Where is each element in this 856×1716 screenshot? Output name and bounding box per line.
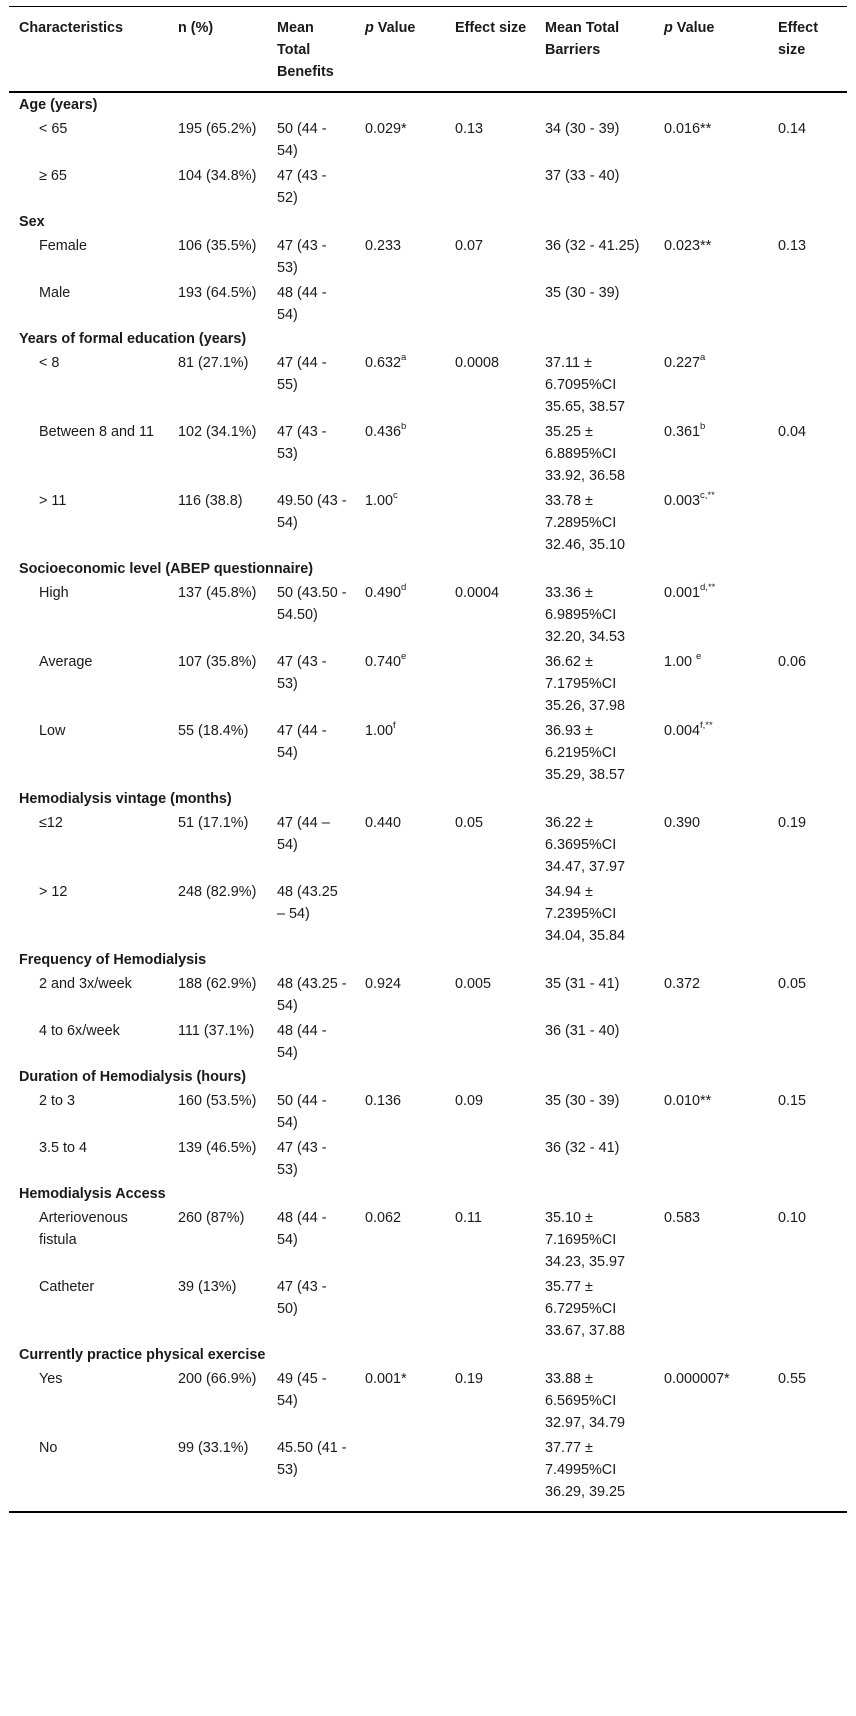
mean-total-benefits-cell: 47 (43 - 52)	[277, 168, 327, 206]
mean-total-barriers-cell: 33.78 ± 7.2895%CI 32.46, 35.10	[545, 493, 626, 553]
header-p-value-2	[654, 7, 768, 93]
n-percent-cell: 81 (27.1%)	[178, 355, 249, 371]
n-percent-cell: 195 (65.2%)	[178, 121, 257, 137]
p-value-cell	[355, 1366, 445, 1435]
mean-total-benefits-cell: 48 (44 - 54)	[277, 1210, 327, 1248]
effect-size-cell	[445, 1135, 535, 1182]
p-value-2-cell	[654, 971, 768, 1018]
header-mean-total-barriers: Mean Total Barriers	[535, 7, 654, 93]
n-percent-cell: 160 (53.5%)	[178, 1093, 257, 1109]
n-percent-cell: 39 (13%)	[178, 1279, 237, 1295]
mean-total-benefits-cell: 49 (45 - 54)	[277, 1371, 327, 1409]
row-label: ≥ 65	[39, 168, 67, 184]
p-value-cell	[355, 1135, 445, 1182]
row-label: No	[9, 1435, 168, 1512]
p-value-cell	[355, 488, 445, 557]
p-value-2-cell-value: 0.010**	[664, 1093, 712, 1109]
effect-size-cell: 0.07	[455, 238, 484, 254]
mean-total-barriers-cell: 36 (32 - 41.25)	[545, 238, 640, 254]
effect-size-cell: 0.0004	[455, 585, 500, 601]
row-label: Yes	[39, 1371, 63, 1387]
group-title: Sex	[19, 214, 45, 230]
p-value-2-cell	[654, 1274, 768, 1343]
table-row	[9, 350, 847, 419]
effect-size-cell: 0.05	[455, 815, 484, 831]
effect-size-2-cell: 0.06	[778, 654, 807, 670]
table-row	[9, 1274, 847, 1343]
n-percent-cell: 51 (17.1%)	[178, 815, 249, 831]
p-value-cell-footnote-marker: b	[401, 421, 407, 433]
n-percent-cell: 55 (18.4%)	[178, 723, 249, 739]
characteristics-table	[9, 6, 847, 1513]
mean-total-benefits-cell: 47 (43 - 53)	[277, 424, 327, 462]
table-row	[9, 488, 847, 557]
p-value-cell	[355, 350, 445, 419]
group-title: Hemodialysis Access	[19, 1186, 166, 1202]
p-value-cell-value: 1.00	[365, 493, 394, 509]
table-row	[9, 1205, 847, 1274]
effect-size-2-cell	[768, 1018, 847, 1065]
n-percent-cell: 260 (87%)	[178, 1210, 245, 1226]
mean-total-barriers-cell: 36 (32 - 41)	[545, 1140, 620, 1156]
n-percent-cell: 106 (35.5%)	[178, 238, 257, 254]
mean-total-barriers-cell: 35 (31 - 41)	[545, 976, 620, 992]
p-value-cell-footnote-marker: e	[401, 651, 407, 663]
mean-total-barriers-cell: 33.36 ± 6.9895%CI 32.20, 34.53	[545, 585, 626, 645]
p-value-cell-value: 0.632	[365, 355, 402, 371]
effect-size-cell	[445, 1274, 535, 1343]
effect-size-2-cell	[768, 879, 847, 948]
effect-size-2-cell: 0.15	[778, 1093, 807, 1109]
p-value-cell	[355, 1274, 445, 1343]
p-value-2-cell-value: 0.000007*	[664, 1371, 730, 1387]
group-header-row	[9, 557, 847, 580]
row-label: High	[39, 585, 69, 601]
effect-size-2-cell: 0.04	[778, 424, 807, 440]
p-value-2-cell-footnote-marker: c,**	[700, 490, 715, 502]
group-header-row	[9, 1182, 847, 1205]
mean-total-benefits-cell: 47 (43 - 50)	[277, 1279, 327, 1317]
effect-size-2-cell: 0.10	[778, 1210, 807, 1226]
p-value-cell	[355, 879, 445, 948]
mean-total-barriers-cell: 35.77 ± 6.7295%CI 33.67, 37.88	[545, 1279, 626, 1339]
group-header-row	[9, 787, 847, 810]
effect-size-2-cell	[768, 580, 847, 649]
effect-size-2-cell	[768, 1274, 847, 1343]
mean-total-benefits-cell: 47 (44 - 54)	[277, 723, 327, 761]
p-value-cell	[355, 580, 445, 649]
p-value-2-cell	[654, 879, 768, 948]
row-label: 2 and 3x/week	[39, 976, 132, 992]
n-percent-cell: 111 (37.1%)	[178, 1023, 255, 1039]
p-value-2-cell	[654, 810, 768, 879]
group-title: Duration of Hemodialysis (hours)	[19, 1069, 247, 1085]
p-value-cell	[355, 718, 445, 787]
p-value-2-cell-value: 0.583	[664, 1210, 701, 1226]
table-body	[9, 92, 847, 1512]
n-percent-cell: 107 (35.8%)	[178, 654, 257, 670]
p-value-2-cell-value: 0.023**	[664, 238, 712, 254]
mean-total-benefits-cell: 48 (44 - 54)	[277, 1023, 327, 1061]
p-value-2-cell	[654, 1088, 768, 1135]
p-value-2-cell	[654, 649, 768, 718]
mean-total-barriers-cell: 35 (30 - 39)	[545, 285, 620, 301]
mean-total-barriers-cell: 35 (30 - 39)	[545, 1093, 620, 1109]
group-header-row	[9, 92, 847, 116]
row-label: Average	[39, 654, 93, 670]
p-value-cell	[355, 971, 445, 1018]
header-characteristics: Characteristics	[9, 7, 168, 93]
n-percent-cell: 139 (46.5%)	[178, 1140, 257, 1156]
mean-total-benefits-cell: 50 (44 - 54)	[277, 1093, 327, 1131]
n-percent-cell: 104 (34.8%)	[178, 168, 257, 184]
table-row	[9, 163, 847, 210]
table-row	[9, 879, 847, 948]
p-value-cell-footnote-marker: c	[393, 490, 398, 502]
header-p-value-text: Value	[373, 20, 416, 36]
p-value-cell	[355, 233, 445, 280]
p-value-2-cell-value: 0.390	[664, 815, 701, 831]
effect-size-cell	[445, 1018, 535, 1065]
n-percent-cell: 188 (62.9%)	[178, 976, 257, 992]
header-mean-total-benefits: Mean Total Benefits	[267, 7, 355, 93]
n-percent-cell: 248 (82.9%)	[178, 884, 257, 900]
table-row	[9, 718, 847, 787]
p-value-2-cell-footnote-marker: d,**	[700, 582, 716, 594]
mean-total-benefits-cell: 45.50 (41 - 53)	[267, 1435, 355, 1512]
mean-total-barriers-cell: 36 (31 - 40)	[545, 1023, 620, 1039]
p-value-2-cell	[654, 116, 768, 163]
group-title: Socioeconomic level (ABEP questionnaire)	[19, 561, 314, 577]
row-label: < 8	[39, 355, 60, 371]
p-value-cell-value: 0.436	[365, 424, 402, 440]
n-percent-cell: 137 (45.8%)	[178, 585, 257, 601]
mean-total-barriers-cell: 36.93 ± 6.2195%CI 35.29, 38.57	[545, 723, 626, 783]
p-value-cell	[355, 649, 445, 718]
mean-total-benefits-cell: 47 (44 – 54)	[277, 815, 330, 853]
table-row	[9, 233, 847, 280]
table-row	[9, 419, 847, 488]
p-value-cell	[355, 1205, 445, 1274]
mean-total-benefits-cell: 48 (43.25 - 54)	[277, 976, 347, 1014]
p-value-2-cell-footnote-marker: e	[696, 651, 702, 663]
group-header-row	[9, 948, 847, 971]
row-label: < 65	[39, 121, 68, 137]
effect-size-cell	[445, 649, 535, 718]
mean-total-barriers-cell: 35.10 ± 7.1695%CI 34.23, 35.97	[545, 1210, 626, 1270]
effect-size-cell	[445, 163, 535, 210]
p-value-cell-value: 0.924	[365, 976, 402, 992]
row-label: Male	[39, 285, 71, 301]
p-value-cell-footnote-marker: f	[393, 720, 396, 732]
n-percent-cell: 116 (38.8)	[178, 493, 243, 509]
effect-size-cell: 0.19	[455, 1371, 484, 1387]
p-value-cell	[355, 810, 445, 879]
p-value-2-cell	[654, 580, 768, 649]
effect-size-2-cell: 0.13	[778, 238, 807, 254]
mean-total-barriers-cell: 34 (30 - 39)	[545, 121, 620, 137]
p-value-cell	[355, 116, 445, 163]
p-value-cell-value: 0.490	[365, 585, 402, 601]
p-value-cell-value: 0.136	[365, 1093, 402, 1109]
p-value-cell	[355, 1088, 445, 1135]
p-value-cell-value: 0.740	[365, 654, 402, 670]
p-value-2-cell	[654, 419, 768, 488]
group-title: Hemodialysis vintage (months)	[19, 791, 232, 807]
p-value-2-cell-footnote-marker: b	[700, 421, 706, 433]
p-value-2-cell	[654, 488, 768, 557]
p-value-cell	[355, 419, 445, 488]
effect-size-cell: 0.0008	[455, 355, 500, 371]
row-label: Catheter	[39, 1279, 95, 1295]
table-row	[9, 971, 847, 1018]
mean-total-benefits-cell: 47 (43 - 53)	[277, 654, 327, 692]
p-value-2-cell	[654, 163, 768, 210]
p-value-2-cell	[654, 233, 768, 280]
group-title: Currently practice physical exercise	[19, 1347, 266, 1363]
p-value-2-cell-footnote-marker: f,**	[700, 720, 713, 732]
effect-size-2-cell	[768, 163, 847, 210]
row-label: 3.5 to 4	[39, 1140, 88, 1156]
p-value-cell-footnote-marker: d	[401, 582, 407, 594]
mean-total-barriers-cell: 35.25 ± 6.8895%CI 33.92, 36.58	[545, 424, 626, 484]
p-value-cell-footnote-marker: a	[401, 352, 407, 364]
row-label: Low	[39, 723, 66, 739]
header-effect-size-2: Effect size	[768, 7, 847, 93]
p-value-cell-value: 0.029*	[365, 121, 407, 137]
effect-size-2-cell	[768, 488, 847, 557]
mean-total-barriers-cell: 33.88 ± 6.5695%CI 32.97, 34.79	[545, 1371, 626, 1431]
effect-size-cell	[445, 419, 535, 488]
p-value-2-cell-footnote-marker: a	[700, 352, 706, 364]
p-value-2-cell	[654, 1435, 768, 1512]
p-value-2-cell	[654, 350, 768, 419]
table-row	[9, 1088, 847, 1135]
header-p-value-2-italic: p	[664, 20, 673, 36]
mean-total-barriers-cell: 34.94 ± 7.2395%CI 34.04, 35.84	[545, 884, 626, 944]
p-value-2-cell	[654, 1205, 768, 1274]
p-value-cell	[355, 1435, 445, 1512]
header-n-percent: n (%)	[168, 7, 267, 93]
mean-total-benefits-cell: 49.50 (43 - 54)	[277, 493, 347, 531]
effect-size-cell	[445, 488, 535, 557]
mean-total-barriers-cell: 37.11 ± 6.7095%CI 35.65, 38.57	[545, 355, 626, 415]
p-value-cell	[355, 280, 445, 327]
p-value-cell-value: 0.062	[365, 1210, 402, 1226]
effect-size-2-cell: 0.14	[778, 121, 807, 137]
effect-size-2-cell	[768, 1135, 847, 1182]
table-row	[9, 1018, 847, 1065]
p-value-2-cell	[654, 1366, 768, 1435]
p-value-2-cell-value: 0.016**	[664, 121, 712, 137]
p-value-2-cell	[654, 280, 768, 327]
table-row	[9, 810, 847, 879]
p-value-cell-value: 0.233	[365, 238, 402, 254]
p-value-2-cell-value: 0.001	[664, 585, 701, 601]
table-row	[9, 1135, 847, 1182]
group-title: Frequency of Hemodialysis	[19, 952, 207, 968]
mean-total-benefits-cell: 47 (43 - 53)	[277, 238, 327, 276]
row-label: > 12	[39, 884, 68, 900]
row-label: Arteriovenous fistula	[39, 1210, 128, 1248]
effect-size-2-cell: 0.55	[778, 1371, 807, 1387]
table-row	[9, 116, 847, 163]
mean-total-benefits-cell: 47 (44 - 55)	[277, 355, 327, 393]
p-value-cell	[355, 1018, 445, 1065]
effect-size-cell: 0.09	[455, 1093, 484, 1109]
n-percent-cell: 200 (66.9%)	[178, 1371, 257, 1387]
effect-size-2-cell: 0.19	[778, 815, 807, 831]
mean-total-benefits-cell: 48 (43.25 – 54)	[277, 884, 338, 922]
mean-total-benefits-cell: 50 (44 - 54)	[277, 121, 327, 159]
p-value-2-cell-value: 0.003	[664, 493, 701, 509]
effect-size-2-cell	[768, 1435, 847, 1512]
header-p-value-2-text: Value	[672, 20, 715, 36]
header-p-value	[355, 7, 445, 93]
row-label: Female	[39, 238, 87, 254]
p-value-2-cell-value: 1.00	[664, 654, 697, 670]
group-header-row	[9, 1065, 847, 1088]
header-effect-size: Effect size	[445, 7, 535, 93]
table-header-row	[9, 7, 847, 93]
row-label: 4 to 6x/week	[39, 1023, 120, 1039]
effect-size-2-cell	[768, 350, 847, 419]
row-label: 2 to 3	[39, 1093, 76, 1109]
effect-size-2-cell: 0.05	[778, 976, 807, 992]
p-value-cell-value: 1.00	[365, 723, 394, 739]
effect-size-cell: 0.13	[455, 121, 484, 137]
mean-total-barriers-cell: 37 (33 - 40)	[545, 168, 620, 184]
p-value-2-cell-value: 0.227	[664, 355, 701, 371]
p-value-2-cell-value: 0.361	[664, 424, 701, 440]
table-row	[9, 280, 847, 327]
group-title: Age (years)	[19, 97, 98, 113]
effect-size-cell	[445, 1435, 535, 1512]
row-label: > 11	[39, 493, 67, 509]
effect-size-cell	[445, 280, 535, 327]
effect-size-2-cell	[768, 280, 847, 327]
group-header-row	[9, 327, 847, 350]
effect-size-cell	[445, 879, 535, 948]
effect-size-2-cell	[768, 718, 847, 787]
p-value-2-cell	[654, 1135, 768, 1182]
effect-size-cell: 0.005	[455, 976, 492, 992]
table-row	[9, 1366, 847, 1435]
n-percent-cell: 99 (33.1%)	[168, 1435, 267, 1512]
n-percent-cell: 102 (34.1%)	[178, 424, 257, 440]
mean-total-barriers-cell: 36.22 ± 6.3695%CI 34.47, 37.97	[545, 815, 626, 875]
header-p-value-italic: p	[365, 20, 374, 36]
effect-size-cell	[445, 718, 535, 787]
mean-total-benefits-cell: 50 (43.50 - 54.50)	[277, 585, 347, 623]
n-percent-cell: 193 (64.5%)	[178, 285, 257, 301]
p-value-2-cell-value: 0.004	[664, 723, 701, 739]
mean-total-barriers-cell: 36.62 ± 7.1795%CI 35.26, 37.98	[545, 654, 626, 714]
mean-total-barriers-cell: 37.77 ± 7.4995%CI 36.29, 39.25	[535, 1435, 654, 1512]
table-row	[9, 1435, 847, 1512]
row-label: ≤12	[39, 815, 63, 831]
p-value-cell-value: 0.440	[365, 815, 402, 831]
p-value-cell-value: 0.001*	[365, 1371, 407, 1387]
p-value-2-cell-value: 0.372	[664, 976, 701, 992]
effect-size-cell: 0.11	[455, 1210, 482, 1226]
group-title: Years of formal education (years)	[19, 331, 247, 347]
table-row	[9, 649, 847, 718]
group-header-row	[9, 210, 847, 233]
mean-total-benefits-cell: 48 (44 - 54)	[277, 285, 327, 323]
p-value-cell	[355, 163, 445, 210]
mean-total-benefits-cell: 47 (43 - 53)	[277, 1140, 327, 1178]
row-label: Between 8 and 11	[39, 424, 154, 440]
group-header-row	[9, 1343, 847, 1366]
table-row	[9, 580, 847, 649]
p-value-2-cell	[654, 1018, 768, 1065]
p-value-2-cell	[654, 718, 768, 787]
